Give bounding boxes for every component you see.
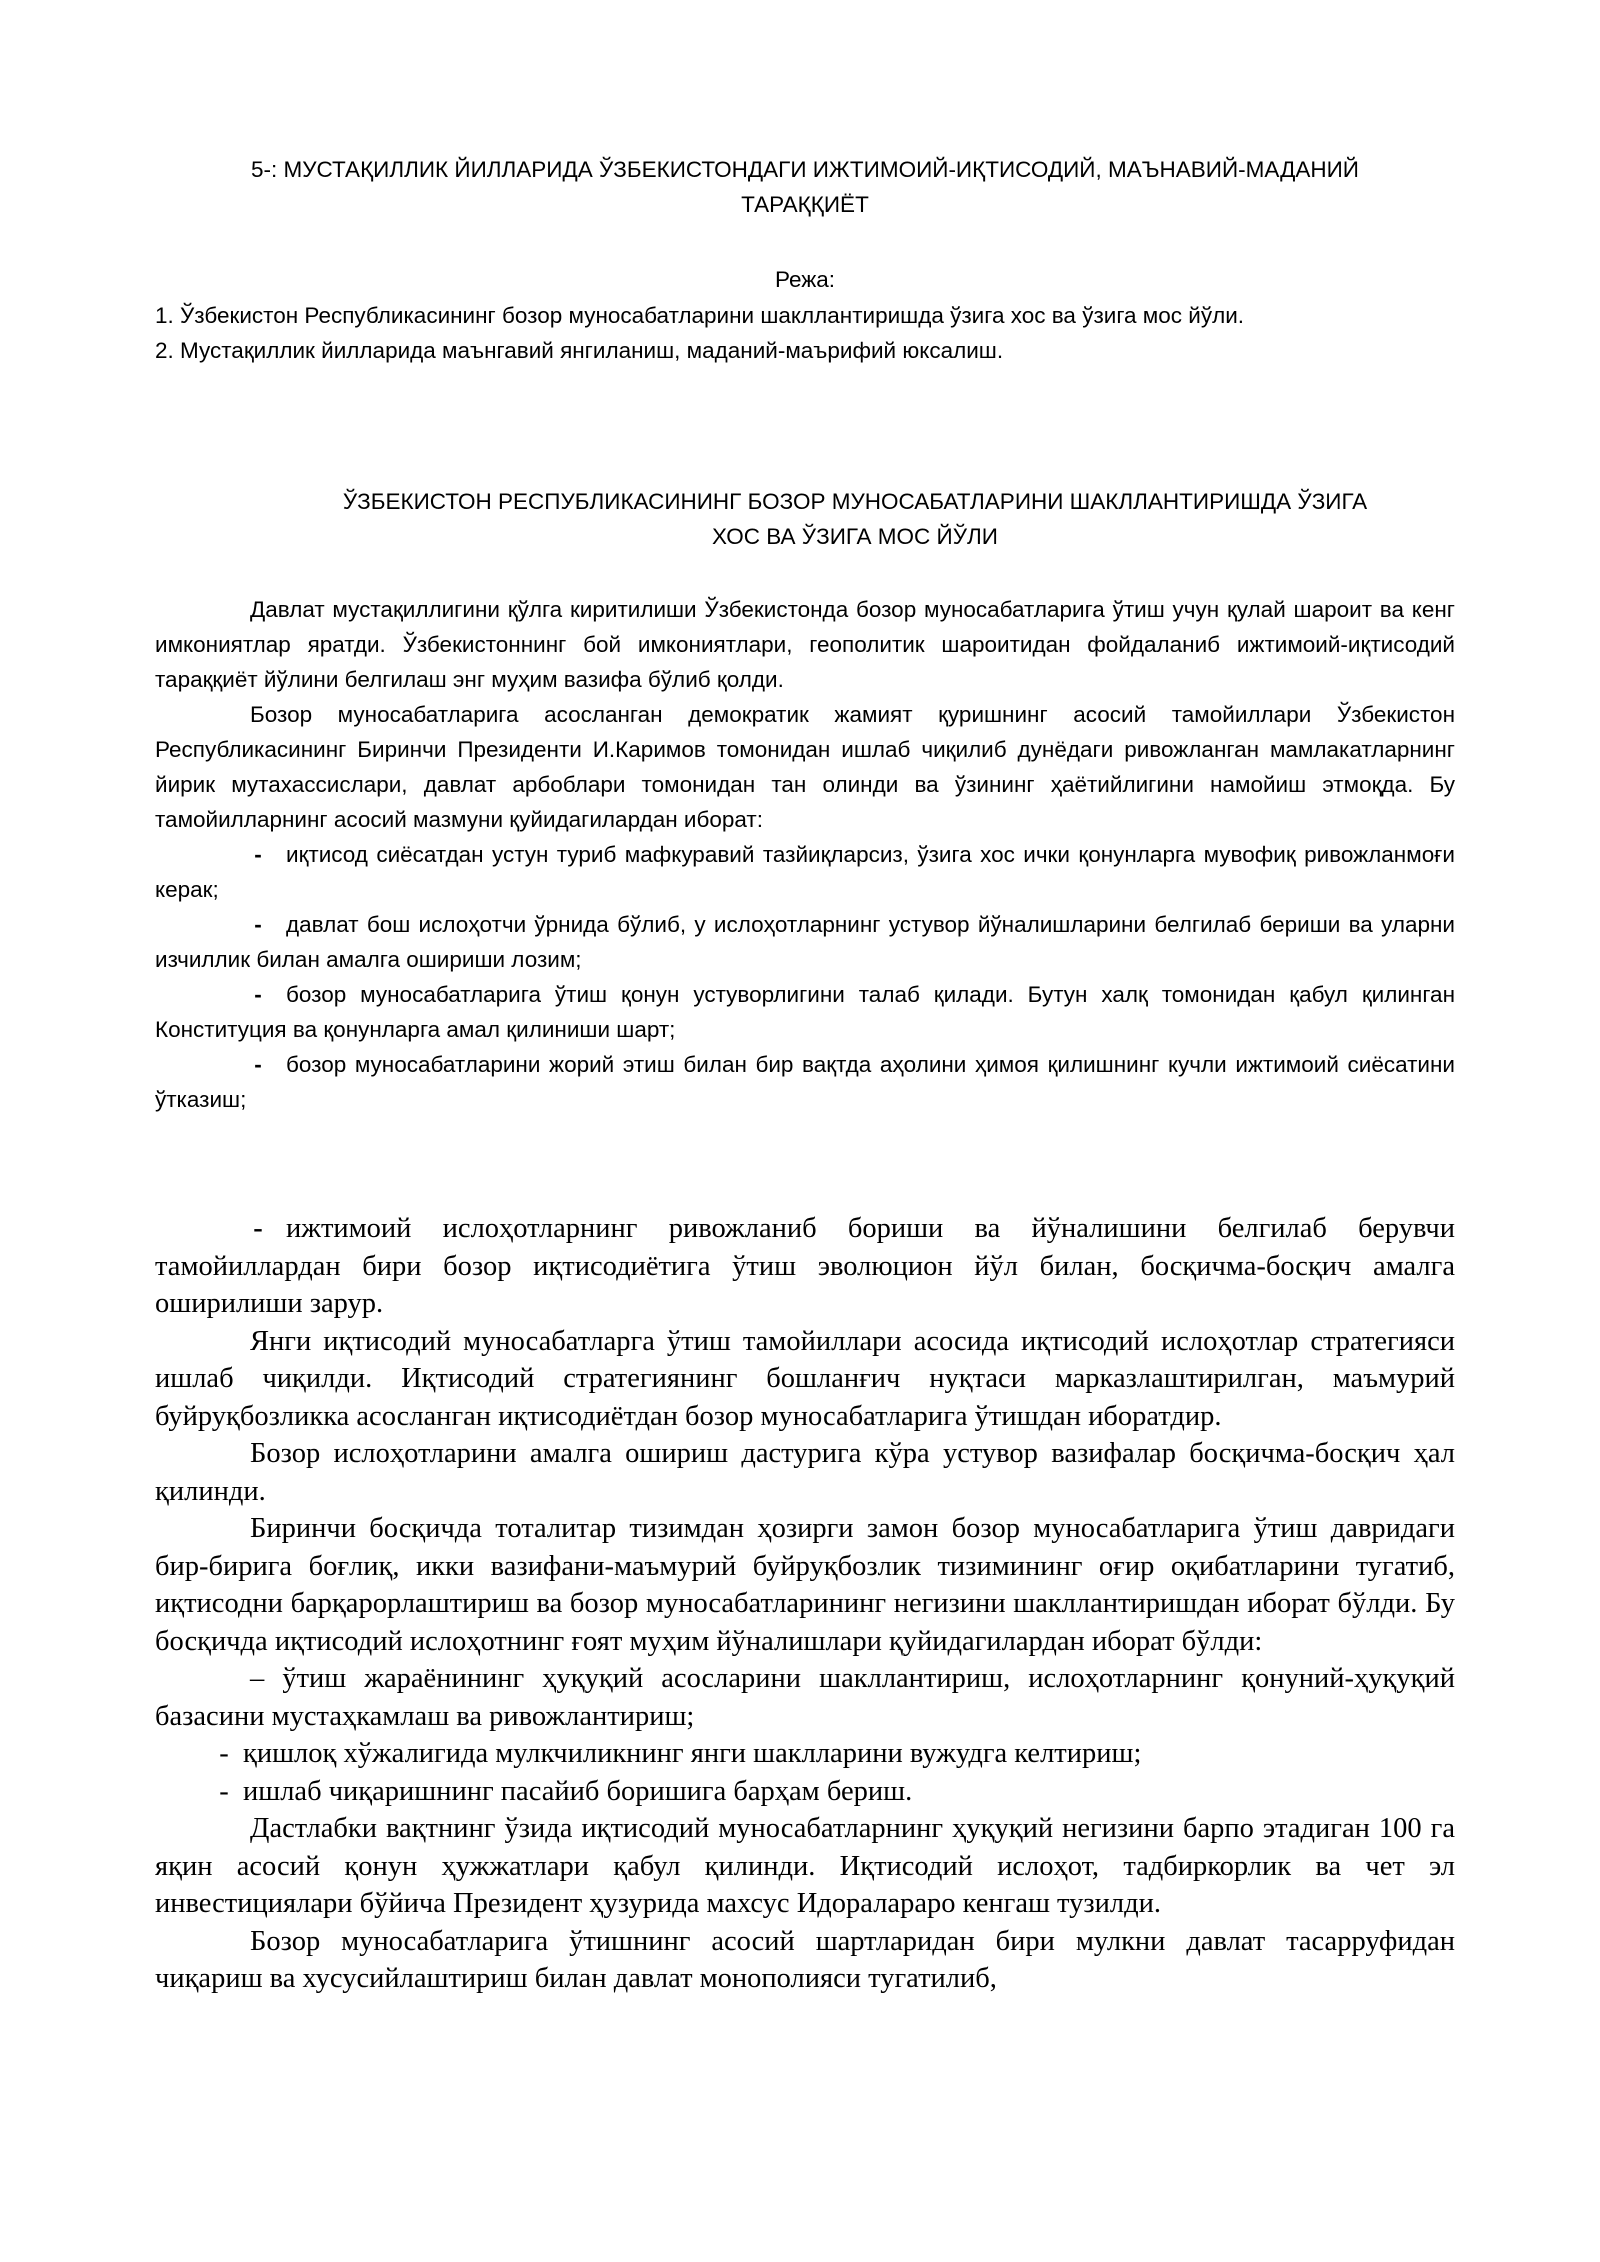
- plan-item-2: 2. Мустақиллик йилларида маънгавий янгиланиш, маданий-маърифий юксалиш.: [155, 338, 1004, 363]
- stage-item-text: қишлоқ хўжалигида мулкчиликнинг янги шаклларини вужудга келтириш;: [243, 1738, 1142, 1769]
- document-title: [155, 152, 1455, 222]
- title-line-2: ТАРАҚҚИЁТ: [741, 192, 869, 217]
- paragraph: Бозор муносабатларига асосланган демократик жамият қуришнинг асосий тамойиллари Ўзбекистон Республикасининг Биринчи Президенти И.Каримов томонидан ишлаб чиқилиб дунёдаги ривожланган мамлакатларнинг йирик мутахассислари, давлат арбоблари томонидан тан олинди ва ўзининг ҳаётийлигини намойиш этмоқда. Бу тамойилларнинг асосий мазмуни қуйидагилардан иборат:: [155, 702, 1455, 832]
- section-heading-line-2: ХОС ВА ЎЗИГА МОС ЙЎЛИ: [712, 524, 998, 549]
- body-serif-block: [155, 1210, 1455, 1998]
- bullet-marker: -: [254, 982, 262, 1007]
- bullet-text: иқтисод сиёсатдан устун туриб мафкуравий тазйиқларсиз, ўзига хос ички қонунларга мувофиқ ривожланмоғи керак;: [155, 842, 1455, 902]
- bullet-item: [155, 837, 1455, 907]
- paragraph: Янги иқтисодий муносабатларга ўтиш тамойиллари асосида иқтисодий ислоҳотлар стратегияси ишлаб чиқилди. Иқтисодий стратегиянинг бошланғич нуқтаси марказлаштирилган, маъмурий буйруқбозликка асосланган иқтисодиётдан бозор муносабатларига ўтишдан иборатдир.: [155, 1325, 1455, 1432]
- bullet-marker: -: [219, 1738, 229, 1769]
- paragraph: Бозор муносабатларига ўтишнинг асосий шартларидан бири мулкни давлат тасарруфидан чиқариш ва хусусийлаштириш билан давлат монополияси тугатилиб,: [155, 1925, 1455, 1994]
- paragraph: Бозор ислоҳотларини амалга ошириш дастурига кўра устувор вазифалар босқичма-босқич ҳал қилинди.: [155, 1438, 1455, 1507]
- bullet-text: бозор муносабатларига ўтиш қонун устуворлигини талаб қилади. Бутун халқ томонидан қабул қилинган Конституция ва қонунларга амал қилиниши шарт;: [155, 982, 1455, 1042]
- stage-item: [155, 1735, 1455, 1773]
- paragraph: Давлат мустақиллигини қўлга киритилиши Ўзбекистонда бозор муносабатларига ўтиш учун қулай шароит ва кенг имкониятлар яратди. Ўзбекистоннинг бой имкониятлари, геополитик шароитидан фойдаланиб ижтимоий-иқтисодий тараққиёт йўлини белгилаш энг муҳим вазифа бўлиб қолди.: [155, 597, 1455, 692]
- plan-heading: Режа:: [774, 267, 836, 292]
- plan-list: [155, 298, 1455, 368]
- plan-item-1: 1. Ўзбекистон Республикасининг бозор муносабатларини шакллантиришда ўзига хос ва ўзига мос йўли.: [155, 303, 1245, 328]
- paragraph: Биринчи босқичда тоталитар тизимдан ҳозирги замон бозор муносабатларига ўтиш давридаги бир-бирига боғлиқ, икки вазифани-маъмурий буйруқбозлик тизимининг оғир оқибатларини тугатиб, иқтисодни барқарорлаштириш ва бозор муносабатларининг негизини шакллантиришдан иборат бўлди. Бу босқичда иқтисодий ислоҳотнинг ғоят муҳим йўналишлари қуйидагилардан иборат бўлди:: [155, 1513, 1455, 1657]
- bullet-marker: -: [254, 842, 262, 867]
- bullet-item: [155, 907, 1455, 977]
- bullet-item: [155, 977, 1455, 1047]
- bullet-text: ижтимоий ислоҳотларнинг ривожланиб бориши ва йўналишини белгилаб берувчи тамойиллардан бири бозор иқтисодиётига ўтиш эволюцион йўл билан, босқичма-босқич амалга оширилиши зарур.: [155, 1213, 1455, 1319]
- bullet-marker: -: [253, 1213, 263, 1244]
- section-heading: [255, 484, 1455, 554]
- bullet-marker: -: [219, 1775, 229, 1807]
- bullet-marker: -: [254, 912, 262, 937]
- bullet-item: [155, 1210, 1455, 1323]
- bullet-marker: -: [254, 1052, 262, 1077]
- bullet-text: давлат бош ислоҳотчи ўрнида бўлиб, у ислоҳотларнинг устувор йўналишларини белгилаб бериши ва уларни изчиллик билан амалга ошириши лозим;: [155, 912, 1455, 972]
- title-line-1: 5-: МУСТАҚИЛЛИК ЙИЛЛАРИДА ЎЗБЕКИСТОНДАГИ ИЖТИМОИЙ-ИҚТИСОДИЙ, МАЪНАВИЙ-МАДАНИЙ: [251, 157, 1359, 182]
- body-sans-block: [155, 592, 1455, 1117]
- bullet-text: бозор муносабатларини жорий этиш билан бир вақтда аҳолини ҳимоя қилишнинг кучли ижтимоий сиёсатини ўтказиш;: [155, 1052, 1455, 1112]
- bullet-item: [155, 1047, 1455, 1117]
- stage-item-text: ишлаб чиқаришнинг пасайиб боришига барҳам бериш.: [243, 1775, 913, 1807]
- stage-item: – ўтиш жараёнининг ҳуқуқий асосларини шакллантириш, ислоҳотларнинг қонуний-ҳуқуқий базасини мустаҳкамлаш ва ривожлантириш;: [155, 1663, 1455, 1732]
- stage-item: [155, 1773, 1455, 1811]
- section-heading-line-1: ЎЗБЕКИСТОН РЕСПУБЛИКАСИНИНГ БОЗОР МУНОСАБАТЛАРИНИ ШАКЛЛАНТИРИШДА ЎЗИГА: [342, 489, 1368, 514]
- paragraph: Дастлабки вақтнинг ўзида иқтисодий муносабатларнинг ҳуқуқий негизини барпо этадиган 100 га яқин асосий қонун ҳужжатлари қабул қилинди. Иқтисодий ислоҳот, тадбиркорлик ва чет эл инвестициялари бўйича Президент ҳузурида махсус Идоралараро кенгаш тузилди.: [155, 1813, 1455, 1919]
